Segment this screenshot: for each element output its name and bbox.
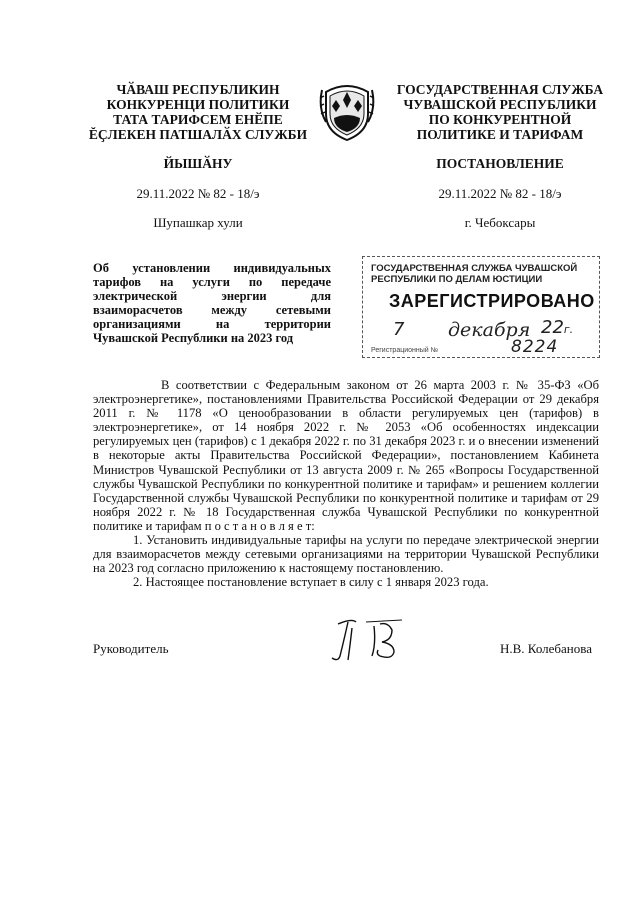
header-chuvash-line: КОНКУРЕНЦИ ПОЛИТИКИ <box>106 97 290 112</box>
stamp-year <box>541 317 573 338</box>
stamp-year-value: 22 <box>541 317 564 338</box>
header-chuvash-line: ЧӐВАШ РЕСПУБЛИКИН <box>116 82 280 97</box>
stamp-footer: Регистрационный № <box>371 347 439 354</box>
signer-name: Н.В. Колебанова <box>500 641 592 656</box>
document-body <box>93 378 599 589</box>
city-chuvash: Шупашкар хули <box>153 215 243 230</box>
header-russian-line: ПОЛИТИКЕ И ТАРИФАМ <box>416 127 584 142</box>
stamp-org-line: РЕСПУБЛИКИ ПО ДЕЛАМ ЮСТИЦИИ <box>371 274 543 285</box>
stamp-organization <box>371 263 593 285</box>
chuvash-emblem-icon <box>318 78 376 142</box>
registration-stamp <box>362 256 600 358</box>
stamp-month: декабря <box>448 319 531 341</box>
signer-role: Руководитель <box>93 641 169 656</box>
header-russian-line: ЧУВАШСКОЙ РЕСПУБЛИКИ <box>403 97 597 112</box>
stamp-org-line: ГОСУДАРСТВЕННАЯ СЛУЖБА ЧУВАШСКОЙ <box>371 263 578 274</box>
stamp-reg-number: 8224 <box>511 337 559 357</box>
header-chuvash-line: ĔҪЛЕКЕН ПАТШАЛӐХ СЛУЖБИ <box>88 127 308 142</box>
doc-date-russian: 29.11.2022 № 82 - 18/э <box>438 186 562 201</box>
subject-line: организациями на территории <box>93 317 331 331</box>
header-chuvash-line: ТАТА ТАРИФСЕМ ЕНӖПЕ <box>113 112 283 127</box>
subject-line: взаиморасчетов между сетевыми <box>93 303 331 317</box>
doc-kind-chuvash: ЙЫШӐНУ <box>163 156 233 171</box>
subject-line: электрической энергии для <box>93 289 331 303</box>
body-item-1: 1. Установить индивидуальные тарифы на услуги по передаче электрической энергии для взаиморасчетов между сетевыми организациями на территории Чувашской Республики на 2023 год согласно приложению к настоящему постановлению. <box>93 533 599 576</box>
doc-kind-russian: ПОСТАНОВЛЕНИЕ <box>436 156 564 171</box>
header-russian-line: ПО КОНКУРЕНТНОЙ <box>428 112 572 127</box>
header-russian <box>395 82 605 142</box>
body-preamble: В соответствии с Федеральным законом от 26 марта 2003 г. № 35-ФЗ «Об электроэнергетике», постановлениями Правительства Российской Федерации от 29 декабря 2011 г. № 1178 «О ценообразовании в области регулируемых цен (тарифов) в электроэнергетике», от 14 ноября 2022 г. № 2053 «Об особенностях индексации регулируемых цен (тарифов) с 1 декабря 2022 г. по 31 декабря 2023 г. и о внесении изменений в некоторые акты Правительства Российской Федерации», постановлением Кабинета Министров Чувашской Республики от 13 августа 2009 г. № 265 «Вопросы Государственной службы Чувашской Республики по конкурентной политике и тарифам» и решением коллегии Государственной службы Чувашской Республики по конкурентной политике и тарифам от 29 ноября 2022 г. № 18 Государственная служба Чувашской Республики по конкурентной политике и тарифам п о с т а н о в л я е т: <box>93 378 599 533</box>
subject-line: тарифов на услуги по передаче <box>93 275 331 289</box>
doc-date-chuvash: 29.11.2022 № 82 - 18/э <box>136 186 260 201</box>
stamp-registered: ЗАРЕГИСТРИРОВАНО <box>389 291 595 311</box>
subject-line: Об установлении индивидуальных <box>93 261 331 275</box>
subject-line: Чувашской Республики на 2023 год <box>93 331 294 345</box>
document-subject <box>93 261 331 345</box>
handwritten-signature <box>318 616 418 666</box>
header-russian-line: ГОСУДАРСТВЕННАЯ СЛУЖБА <box>396 82 604 97</box>
city-russian: г. Чебоксары <box>464 215 536 230</box>
header-chuvash <box>88 82 308 142</box>
stamp-day: 7 <box>393 319 405 340</box>
stamp-year-suffix: г. <box>563 323 574 336</box>
body-item-2: 2. Настоящее постановление вступает в силу с 1 января 2023 года. <box>133 575 489 590</box>
